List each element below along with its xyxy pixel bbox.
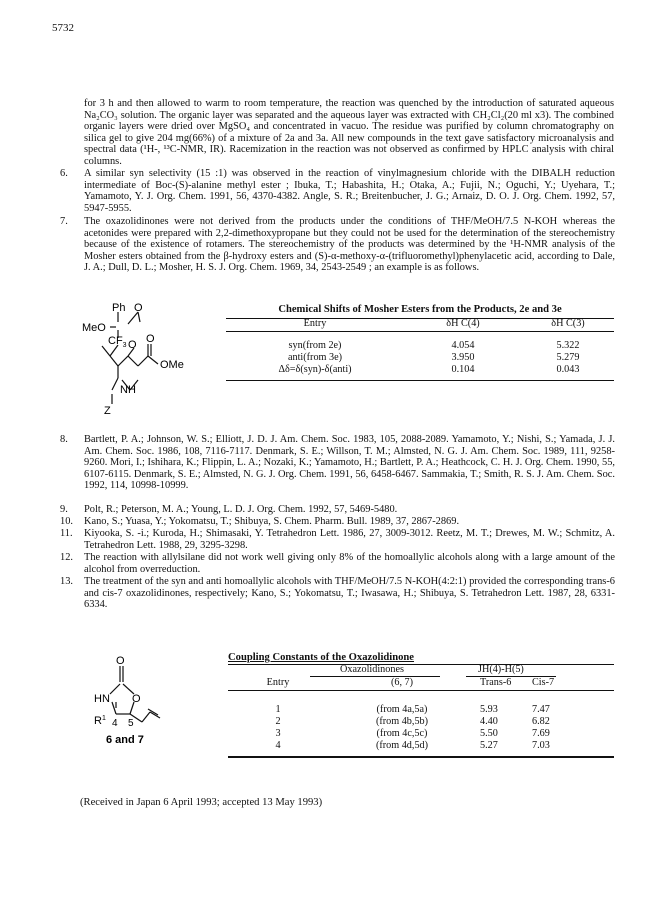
mosher-table-body <box>226 340 614 376</box>
note-9: 9. Polt, R.; Peterson, M. A.; Young, L. D. J. Org. Chem. 1992, 57, 5469-5480. <box>60 504 398 515</box>
note-8: 8. Bartlett, P. A.; Johnson, W. S.; Elliott, J. D. J. Am. Chem. Soc. 1983, 105, 2088-2089. Yamamoto, Y.; Nishi, S.; Yamada, J. J. Am. Chem. Soc. 1986, 108, 7116-7117. Denmark, S. E.; Willson, T. M.; Almsted, N. G. J. Am. Chem. Soc. 1989, 111, 9258-9260. Mori, I.; Ishihara, K.; Flippin, L. A.; Nozaki, K.; Yamamoto, H.; Bartlett, P. A.; Heathcock, C. H. J. Org. Chem. 1990, 55, 6107-6115. Denmark, S. E.; Almsted, N. G. J. Org. Chem. 1991, 56, 6458-6467. Sammakia, T.; Smith, R. S. J. Am. Chem. Soc. 1992, 114, 10998-10999. <box>60 434 615 492</box>
coupling-header-j: JH(4)-H(5) <box>478 664 524 675</box>
header-cell: Cis-7 <box>532 677 555 688</box>
table-header-row <box>228 677 614 689</box>
oxazolidinone-structure <box>90 652 220 756</box>
table-row: 1 (from 4a,5a) 5.93 7.47 <box>275 704 550 715</box>
c4-label: 4 <box>112 718 118 729</box>
table-header-row <box>226 318 614 330</box>
coupling-table-title: Coupling Constants of the Oxazolidinone <box>228 652 415 663</box>
o-top-label: O <box>134 302 143 314</box>
coupling-table-rule-mid <box>228 690 614 691</box>
note-text: The oxazolidinones were not derived from the products under the conditions of THF/MeOH/7.5 N-KOH whereas the acetonides were prepared with 2,2-dimethoxypropane but they could not be used for the determination of the stereochemistry because of the existence of rotamers. The stereochemistry of the products was determined by the ¹H-NMR analysis of the Mosher esters obtained from the β-hydroxy esters and (S)-α-methoxy-α-(trifluoromethyl)phenylacetic acid, according to Dale, J. A.; Dull, D. L.; Mosher, H. S. J. Org. Chem. 1969, 34, 2543-2549 ; an example is as follows. <box>84 216 615 274</box>
header-cell: δH C(4) <box>446 318 480 329</box>
o-carbonyl-label: O <box>146 333 155 345</box>
note-text: A similar syn selectivity (15 :1) was observed in the reaction of vinylmagnesium chloride with the DIBALH reduction intermediate of Boc-(S)-alanine methyl ester ; Ibuka, T.; Habashita, H.; Otaka, A.; Fujii, N.; Oguchi, Y.; Uyehara, T.; Yamamoto, Y. J. Org. Chem. 1991, 56, 4370-4382. Angle, S. R.; Breitenbucher, J. G.; Arnaiz, D. O. J. Org. Chem. 1992, 57, 5947-5955. <box>84 168 615 214</box>
coupling-table-body <box>228 704 614 752</box>
header-cell: (6, 7) <box>390 677 414 688</box>
ome-label: OMe <box>160 359 184 371</box>
header-cell: Trans-6 <box>480 677 512 688</box>
note-6 <box>60 168 615 218</box>
coupling-table-rule-bottom <box>228 756 614 758</box>
header-cell: Entry <box>303 318 327 329</box>
mosher-table-rule-bottom <box>226 380 614 381</box>
page-number: 5732 <box>52 22 74 34</box>
coupling-table-header <box>228 677 614 689</box>
note-11: 11. Kiyooka, S. -i.; Kuroda, H.; Shimasaki, Y. Tetrahedron Lett. 1986, 27, 3009-3012. Reetz, M. T.; Drewes, M. W.; Schmitz, A. Tetrahedron Lett. 1988, 29, 3295-3298. <box>60 528 615 551</box>
mosher-table <box>226 318 614 330</box>
ring-o-label: O <box>132 693 141 705</box>
o-ester-label: O <box>128 339 137 351</box>
table-row: syn(from 2e) 4.054 5.322 <box>288 340 580 351</box>
intro-paragraph: for 3 h and then allowed to warm to room temperature, the reaction was quenched by the introduction of saturated aqueous Na₂CO₃ solution. The organic layer was separated and the aqueous layer was extracted with CH₂Cl₂(20 ml x3). The combined organic layers were dried over MgSO₄ and concentrated in vacuo. The residue was purified by column chromatography on silica gel to give 204 mg(66%) of a mixture of 2a and 3a. All new compounds in the text gave satisfactory microanalysis and spectral data (¹H-, ¹³C-NMR, IR). Racemization in the reaction was not observed as confirmed by HPLC analysis with chiral columns. <box>84 98 614 167</box>
meo-label: MeO <box>82 322 106 334</box>
hn-label: HN <box>94 693 110 705</box>
note-13: 13. The treatment of the syn and anti homoallylic alcohols with THF/MeOH/7.5 N-KOH(4:2:1) provided the corresponding trans-6 and cis-7 oxazolidinones, respectively; Kano, S.; Yokomatsu, T.; Iwasawa, H.; Shibuya, S. Tetrahedron Lett. 1987, 28, 6331-6334. <box>60 576 615 611</box>
table-row: 4 (from 4d,5d) 5.27 7.03 <box>275 740 550 751</box>
nh-label: NH <box>120 384 136 396</box>
table-row: 2 (from 4b,5b) 4.40 6.82 <box>275 716 550 727</box>
header-cell: δH C(3) <box>551 318 585 329</box>
z-label: Z <box>104 405 111 417</box>
coupling-table-rule-top <box>228 664 614 665</box>
note-number: 7. <box>60 216 68 227</box>
table-row: 3 (from 4c,5c) 5.50 7.69 <box>275 728 550 739</box>
mosher-table-rule-mid <box>226 331 614 332</box>
table-row: Δδ=δ(syn)-δ(anti) 0.104 0.043 <box>278 364 580 375</box>
note-7 <box>60 216 615 298</box>
table-row: anti(from 3e) 3.950 5.279 <box>287 352 580 363</box>
mosher-ester-structure <box>82 300 222 420</box>
note-number: 6. <box>60 168 68 179</box>
carbonyl-o-label: O <box>116 655 125 667</box>
note-12: 12. The reaction with allylsilane did not work well giving only 8% of the homoallylic alcohols along with a large amount of the alcohol from overreduction. <box>60 552 615 575</box>
compound-label: 6 and 7 <box>106 734 144 746</box>
r1-label: $R^1$ <box>94 715 106 727</box>
ph-label: Ph <box>112 302 126 314</box>
mosher-table-title: Chemical Shifts of Mosher Esters from the Products, 2e and 3e <box>278 304 562 315</box>
received-date: (Received in Japan 6 April 1993; accepted 13 May 1993) <box>80 797 323 808</box>
header-cell: Entry <box>266 677 290 688</box>
coupling-header-group: Oxazolidinones <box>340 664 404 675</box>
note-10: 10. Kano, S.; Yuasa, Y.; Yokomatsu, T.; Shibuya, S. Chem. Pharm. Bull. 1989, 37, 2867-2869. <box>60 516 460 527</box>
cf3-label: $CF_3$ <box>108 335 127 349</box>
c5-label: 5 <box>128 718 134 729</box>
